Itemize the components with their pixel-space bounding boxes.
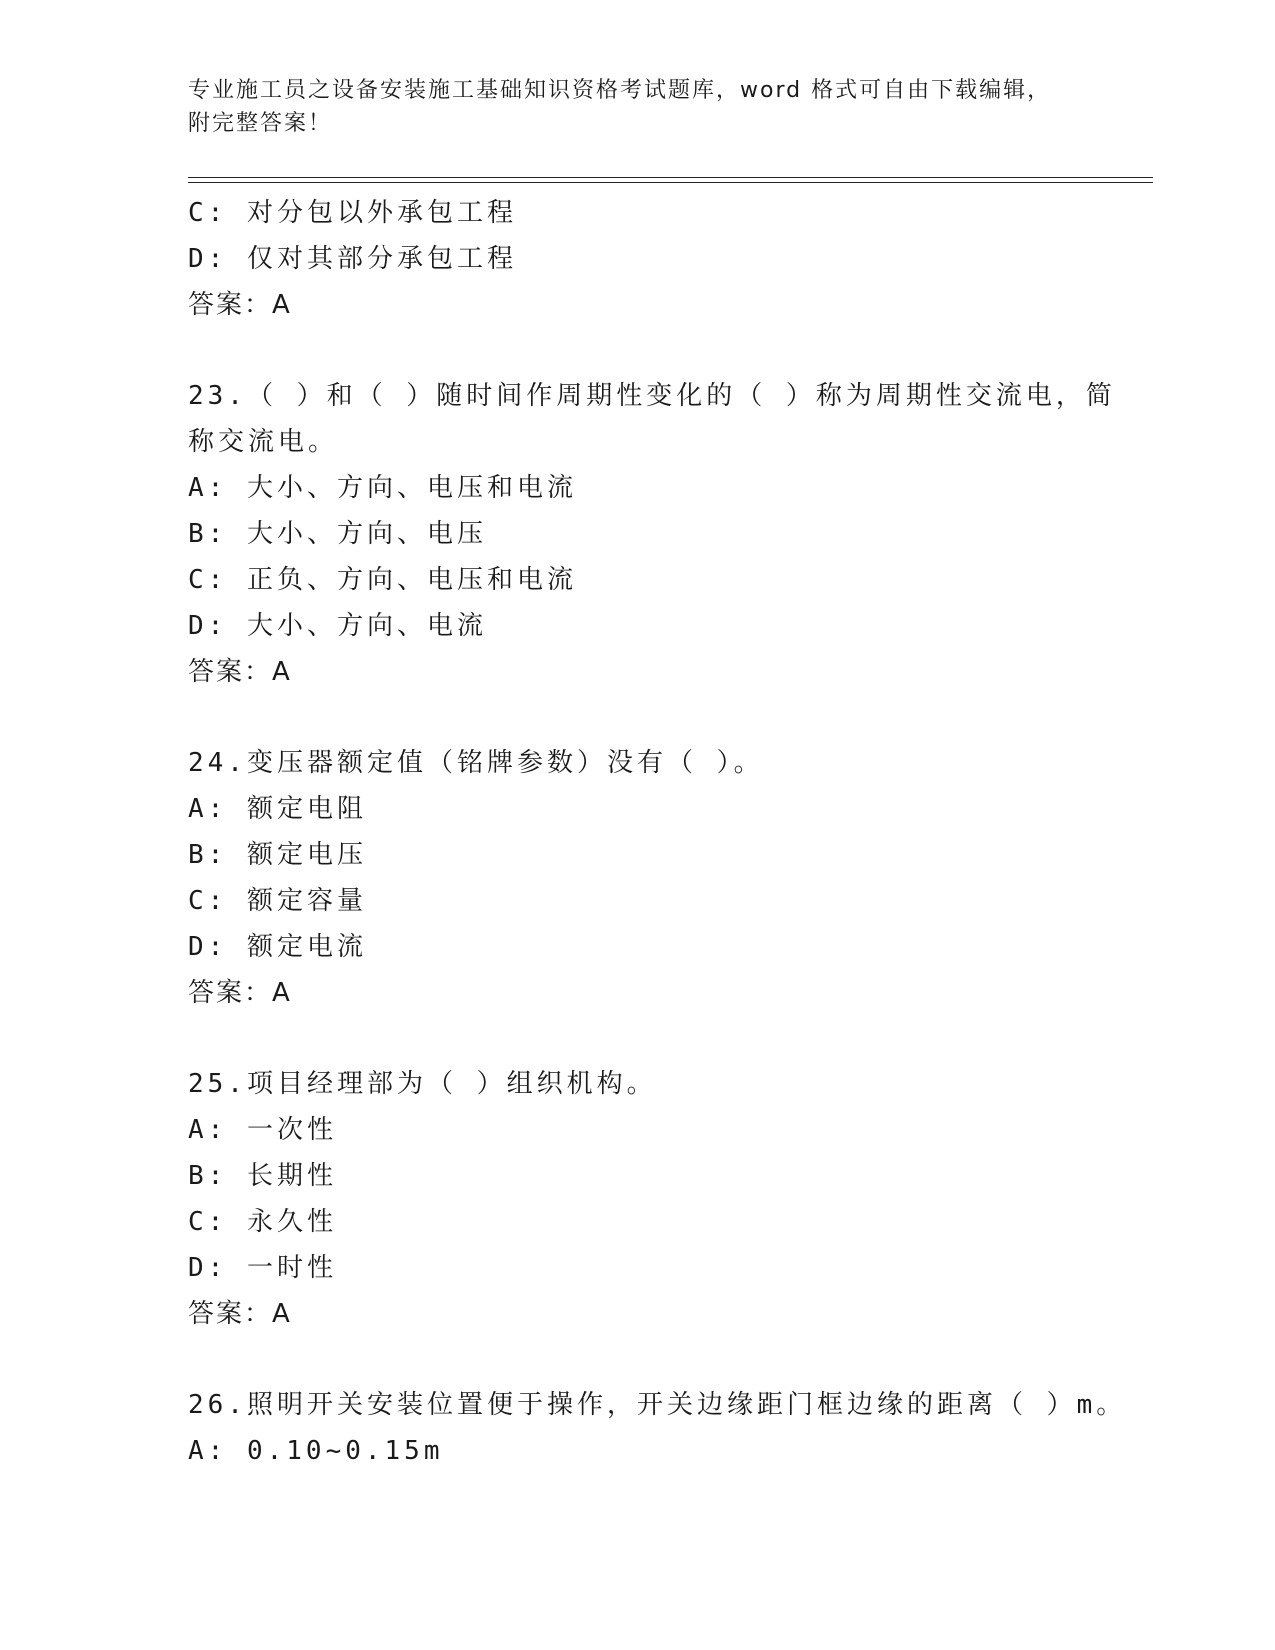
spacer (188, 1337, 1088, 1382)
question-22 (188, 190, 1088, 328)
answer-line: 答案：A (188, 978, 292, 1008)
question-25 (188, 1061, 1088, 1337)
question-26 (188, 1382, 1127, 1474)
question-list (188, 190, 1127, 1474)
spacer (188, 328, 1088, 373)
option-a: A: 大小、方向、电压和电流 (188, 473, 577, 503)
question-23 (188, 373, 1116, 695)
option-c: C: 额定容量 (188, 886, 367, 916)
option-c: C: 对分包以外承包工程 (188, 198, 517, 228)
question-stem: 24.变压器额定值（铭牌参数）没有（ ）。 (188, 748, 764, 778)
question-stem: 25.项目经理部为（ ）组织机构。 (188, 1069, 657, 1099)
header-line-2: 附完整答案！ (188, 111, 333, 136)
answer-line: 答案：A (188, 1299, 292, 1329)
option-b: B: 额定电压 (188, 840, 367, 870)
question-24 (188, 740, 1088, 1016)
option-d: D: 一时性 (188, 1253, 337, 1283)
answer-line: 答案：A (188, 657, 292, 687)
option-b: B: 大小、方向、电压 (188, 519, 487, 549)
answer-line: 答案：A (188, 290, 292, 320)
spacer (188, 695, 1088, 740)
question-stem: 26.照明开关安装位置便于操作，开关边缘距门框边缘的距离（ ）m。 (188, 1390, 1127, 1420)
spacer (188, 1016, 1088, 1061)
option-b: B: 长期性 (188, 1161, 337, 1191)
option-c: C: 永久性 (188, 1207, 337, 1237)
option-d: D: 仅对其部分承包工程 (188, 244, 517, 274)
option-d: D: 大小、方向、电流 (188, 611, 487, 641)
header-line-1: 专业施工员之设备安装施工基础知识资格考试题库，word 格式可自由下载编辑， (188, 78, 1052, 103)
header-divider-bottom (188, 182, 1153, 183)
option-a: A: 0.10~0.15m (188, 1436, 444, 1466)
question-stem: 23.（ ）和（ ）随时间作周期性变化的（ ）称为周期性交流电，简 (188, 381, 1116, 411)
document-header (188, 74, 1088, 140)
option-a: A: 一次性 (188, 1115, 337, 1145)
option-a: A: 额定电阻 (188, 794, 367, 824)
header-divider-top (188, 177, 1153, 178)
option-c: C: 正负、方向、电压和电流 (188, 565, 577, 595)
question-stem-continued: 称交流电。 (188, 427, 339, 457)
option-d: D: 额定电流 (188, 932, 367, 962)
